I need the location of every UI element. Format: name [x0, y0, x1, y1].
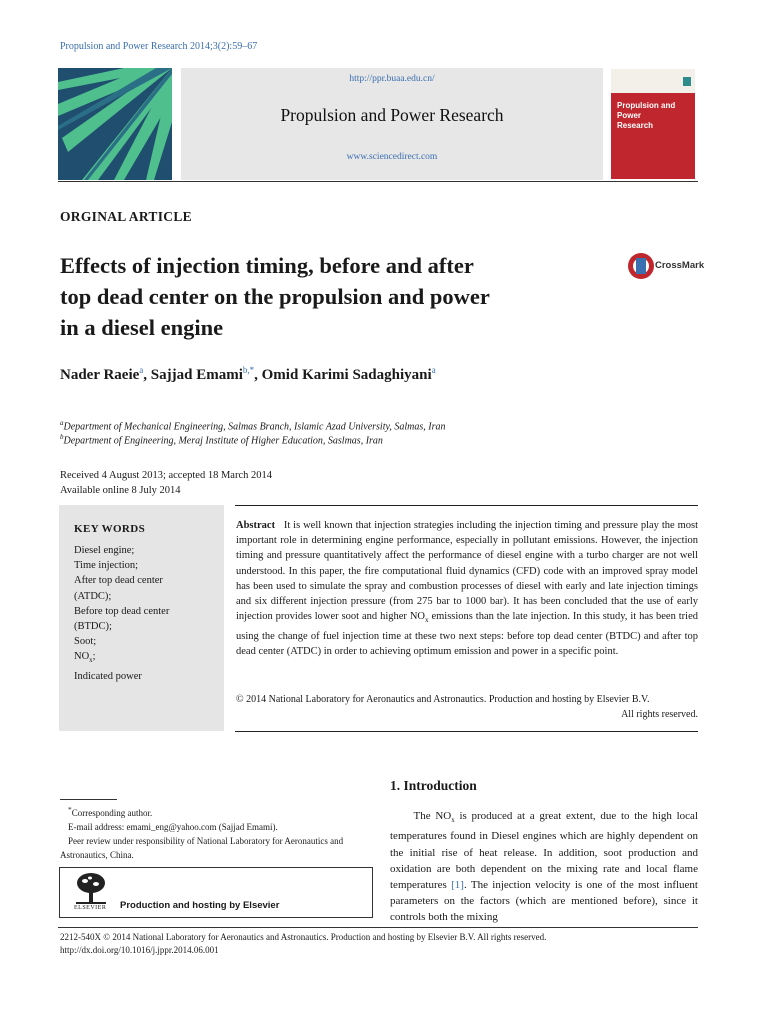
footnote-mark: *	[68, 805, 72, 814]
rights-line: All rights reserved.	[621, 709, 698, 720]
affiliation-text: Department of Engineering, Meraj Institute of Higher Education, Saslmas, Iran	[63, 435, 383, 447]
corresponding-note	[60, 803, 370, 820]
article-title	[60, 250, 580, 343]
intro-text: . The injection velocity is one of the most influent parameters on the factors (which are mentioned before), since it controls both the mixing	[390, 879, 698, 924]
affiliation-text: Department of Mechanical Engineering, Salmas Branch, Islamic Azad University, Salmas, Iran	[63, 421, 446, 433]
cover-title	[617, 101, 675, 131]
page-footer	[60, 931, 546, 957]
sunburst-logo-icon	[58, 68, 172, 180]
author-affiliation-mark[interactable]: a	[139, 365, 144, 375]
keyword-item: Soot;	[74, 636, 97, 648]
affiliation-mark: a	[60, 419, 64, 427]
available-date: Available online 8 July 2014	[60, 485, 181, 496]
title-line: in a diesel engine	[60, 315, 224, 340]
title-line: Effects of injection timing, before and after	[60, 253, 474, 278]
author-name[interactable]: Omid Karimi Sadaghiyani	[261, 367, 432, 383]
author-affiliation-mark[interactable]: b,*	[242, 365, 255, 375]
intro-paragraph	[390, 808, 698, 926]
keyword-item: Before top dead center	[74, 605, 170, 617]
abstract-copyright	[236, 692, 698, 722]
intro-text: The NO	[413, 810, 452, 822]
title-line: top dead center on the propulsion and power	[60, 284, 490, 309]
journal-url-top[interactable]: http://ppr.buaa.edu.cn/	[349, 74, 435, 84]
keyword-item: (BTDC);	[74, 621, 112, 633]
author-affiliation-mark[interactable]: a	[431, 365, 436, 375]
keywords-box	[59, 505, 224, 731]
reference-link[interactable]: [1]	[451, 879, 464, 891]
abstract-top-divider	[235, 505, 698, 506]
section-heading: 1. Introduction	[390, 778, 477, 793]
elsevier-tree-icon	[74, 871, 108, 905]
footnote-divider	[60, 799, 117, 800]
keyword-item: Diesel engine;	[74, 545, 135, 556]
sciencedirect-link[interactable]: www.sciencedirect.com	[346, 152, 438, 162]
journal-cover	[611, 69, 695, 179]
elsevier-hosting-text: Production and hosting by Elsevier	[120, 900, 280, 911]
peer-review-note: Peer review under responsibility of National Laboratory for Aeronautics and Astronautics, China.	[60, 836, 344, 860]
footnote-text: Corresponding author.	[71, 808, 153, 818]
crossmark-label[interactable]: CrossMark	[655, 260, 705, 271]
elsevier-wordmark: ELSEVIER	[74, 905, 107, 911]
footnotes	[60, 803, 370, 862]
abstract	[236, 518, 698, 659]
cover-title-line: Propulsion and	[617, 101, 676, 110]
journal-logo	[58, 68, 172, 180]
article-type: ORGINAL ARTICLE	[60, 209, 192, 224]
keywords-list	[74, 543, 169, 684]
keyword-item: After top dead center	[74, 575, 163, 587]
affiliation-mark: b	[60, 433, 64, 441]
elsevier-hosting-box	[59, 867, 373, 918]
keyword-item: Time injection;	[74, 560, 139, 572]
author-separator: ,	[254, 367, 262, 383]
abstract-text: It is well known that injection strategies including the injection timing and pressure play the most important role in determining engine performance, especially in pollutant emissions. However, the injection timing and pressure quantitatively affect the performance of diesel engine with a turbo charger are not well understood. In this paper, the fire computational fluid dynamics (CFD) code with an improved spray model has been used to simulate the spray and combustion processes of diesel with early and late injection timings and six different injection pressure (from 275 bar to 1000 bar). It has been concluded that the use of early injection provides lower soot and higher NO	[236, 520, 698, 623]
intro-text: is produced at a great extent, due to the high local temperatures found in Diesel engines which are highly dependent on the initial rise of heat release. In addition, soot production and oxidation are both dependent on the mixing rate and local flame temperatures	[390, 810, 698, 891]
affiliation	[60, 433, 383, 446]
footer-copyright: 2212-540X © 2014 National Laboratory for Aeronautics and Astronautics. Production and hosting by Elsevier B.V. All rights reserved.	[60, 932, 547, 942]
author-name[interactable]: Sajjad Emami	[150, 367, 243, 383]
journal-title: Propulsion and Power Research	[280, 105, 504, 125]
affiliation	[60, 419, 446, 432]
abstract-label: Abstract	[236, 520, 276, 531]
email-note[interactable]: E-mail address: emami_eng@yahoo.com (Sajjad Emami).	[68, 822, 278, 832]
journal-banner-center	[181, 68, 603, 180]
keyword-item: (ATDC);	[74, 590, 112, 602]
author-name[interactable]: Nader Raeie	[60, 367, 140, 383]
keyword-item: $NO_x$;	[74, 651, 96, 665]
author-list	[60, 365, 436, 384]
article-dates	[60, 468, 272, 498]
keywords-title: KEY WORDS	[74, 523, 146, 535]
author-separator: ,	[143, 367, 151, 383]
cover-title-line: Power	[617, 111, 642, 120]
abstract-bottom-divider	[235, 731, 698, 732]
copyright-line: © 2014 National Laboratory for Aeronautics and Astronautics. Production and hosting by Elsevier B.V.	[236, 694, 650, 705]
doi-link[interactable]: http://dx.doi.org/10.1016/j.jppr.2014.06.001	[60, 945, 219, 955]
cover-mark-icon	[683, 77, 691, 86]
received-date: Received 4 August 2013; accepted 18 March 2014	[60, 470, 272, 481]
journal-citation[interactable]: Propulsion and Power Research 2014;3(2):59–67	[60, 41, 258, 52]
keyword-item: Indicated power	[74, 670, 142, 682]
footer-divider	[58, 927, 698, 928]
crossmark-icon	[627, 252, 655, 280]
intro-subscript: x	[451, 816, 455, 825]
abstract-text: emissions than the late injection. In this study, it has been tried using the change of fuel injection time at these two next steps: before top dead center (BTDC) and after top dead center (ATDC) in order to achieving optimum emission and power in a specific point.	[236, 611, 698, 657]
abstract-subscript: x	[425, 616, 429, 625]
cover-title-line: Research	[617, 121, 654, 130]
